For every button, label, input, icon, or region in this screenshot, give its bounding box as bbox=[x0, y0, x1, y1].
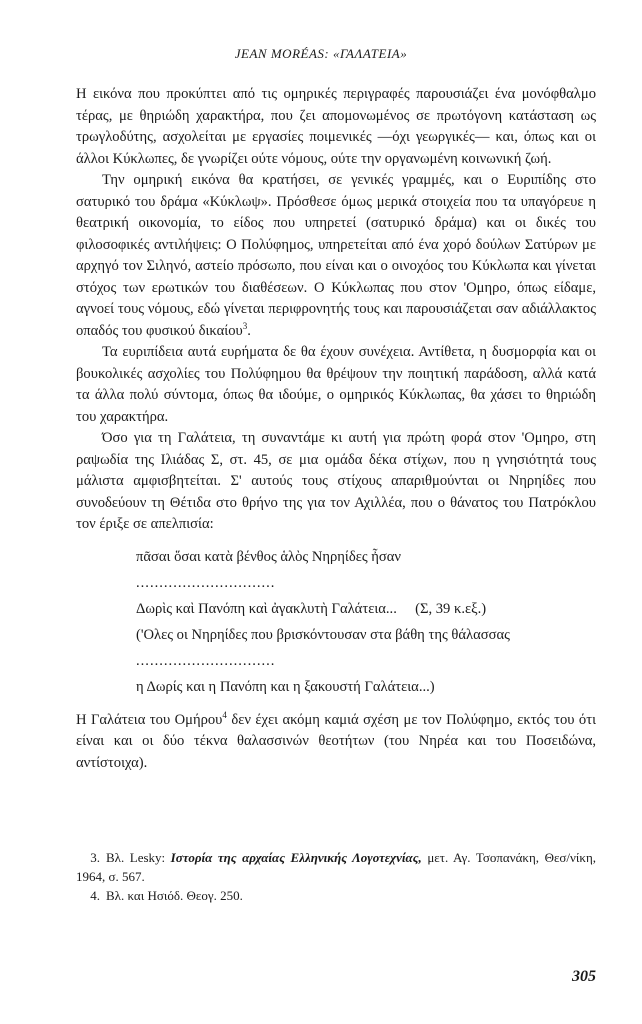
footnotes bbox=[76, 848, 596, 905]
homeric-quote bbox=[136, 544, 596, 700]
footnote-3-title: Ιστορία της αρχαίας Ελληνικής Λογοτεχνίας, bbox=[170, 850, 422, 865]
footnote-3-post: μετ. Αγ. Τσοπανάκη, Θεσ/νίκη, 1964, σ. 567. bbox=[76, 850, 597, 884]
footnote-3 bbox=[76, 848, 596, 886]
footnote-ref-4[interactable]: 4 bbox=[222, 709, 227, 720]
footnote-3-number: 3. bbox=[90, 850, 100, 865]
paragraph-5 bbox=[76, 710, 596, 775]
footnote-3-pre: Βλ. Lesky: bbox=[106, 850, 171, 865]
quote-greek-line-2: Δωρὶς καὶ Πανόπη καὶ ἀγακλυτὴ Γαλάτεια... (Σ, 39 κ.εξ.) bbox=[136, 600, 487, 617]
main-text bbox=[76, 84, 596, 774]
quote-ellipsis-2: .............................. bbox=[136, 652, 276, 669]
paragraph-1: Η εικόνα που προκύπτει από τις ομηρικές περιγραφές παρουσιάζει ένα μονόφθαλμο τέρας, με θηριώδη χαρακτήρα, που ζει απομονωμένος σε πρωτόγονη κατάσταση ως τρωγλοδύτης, ασχολείται με εργασίες ποιμενικές —όχι γεωργικές— και, όπως και οι άλλοι Κύκλωπες, δε γνωρίζει ούτε νόμους, ούτε την οργανωμένη κοινωνική ζωή. bbox=[76, 86, 596, 167]
paragraph-5-text: Η Γαλάτεια του Ομήρου bbox=[76, 711, 223, 728]
quote-translation-line-1: ('Ολες οι Νηρηίδες που βρισκόντουσαν στα βάθη της θάλασσας bbox=[136, 626, 510, 643]
page-number: 305 bbox=[572, 968, 596, 985]
paragraph-2: Την ομηρική εικόνα θα κρατήσει, σε γενικές γραμμές, και ο Ευριπίδης στο σατυρικό του δράμα «Κύκλωψ». Πρόσθεσε όμως μερικά στοιχεία που τα υπαγόρευε η θεατρική οικονομία, το είδος που υπηρετεί (σατυρικό δράμα) και οι δικές του φιλοσοφικές αντιλήψεις: Ο Πολύφημος, υπηρετείται από ένα χορό δούλων Σατύρων με αρχηγό τον Σιληνό, αστείο πρόσωπο, που είναι και ο οινοχόος του Κύκλωπα και γίνεται στόχος των ερωτικών του διαθέσεων. Ο Κύκλωπας που στον 'Ομηρο, όπως είδαμε, αγνοεί τους νόμους, εδώ γίνεται περιφρονητής τους και παρουσιάζεται σαν αδιάλλακτος οπαδός του φυσικού δικαίου$^3$. bbox=[76, 172, 596, 339]
paragraph-4: Όσο για τη Γαλάτεια, τη συναντάμε κι αυτή για πρώτη φορά στον 'Ομηρο, στη ραψωδία της Ιλιάδας Σ, στ. 45, σε μια ομάδα δέκα στίχων, που η γνησιότητά τους μάλιστα αμφισβητείται. Σ' αυτούς τους στίχους απαριθμούνται οι Νηρηίδες που συνοδεύουν τη Θέτιδα στο θρήνο της για τον Αχιλλέα, που ο θάνατος του Πατρόκλου τον έριξε σε απελπισία: bbox=[76, 430, 596, 532]
paragraph-5-rest: δεν έχει ακόμη καμιά σχέση με τον Πολύφημο, εκτός του ότι είναι και οι δύο τέκνα θαλασσινών θεοτήτων (του Νηρέα και του Ποσειδώνα, αντίστοιχα). bbox=[76, 711, 596, 771]
quote-greek-line-1: πᾶσαι ὅσαι κατὰ βένθος ἁλὸς Νηρηίδες ἦσαν bbox=[136, 548, 402, 565]
paragraph-3: Τα ευριπίδεια αυτά ευρήματα δε θα έχουν συνέχεια. Αντίθετα, η δυσμορφία και οι βουκολικές ασχολίες του Πολύφημου θα θρέψουν την ποιητική παράδοση, αλλά κατά τα άλλα πολύ σύντομα, όπως θα ιδούμε, ο ομηρικός Κύκλωπας, θα χάσει το θηριώδη του χαρακτήρα. bbox=[76, 344, 596, 425]
footnote-4-number: 4. bbox=[90, 888, 100, 903]
footnote-ref-3[interactable]: 3 bbox=[242, 320, 248, 331]
footnote-4 bbox=[76, 886, 596, 905]
running-header: JEAN MORÉAS: «ΓΑΛΑΤΕΙΑ» bbox=[234, 46, 408, 61]
footnote-4-text: Βλ. και Ησιόδ. Θεογ. 250. bbox=[106, 888, 243, 903]
quote-translation-line-2: η Δωρίς και η Πανόπη και η ξακουστή Γαλάτεια...) bbox=[136, 678, 435, 695]
quote-ellipsis-1: .............................. bbox=[136, 574, 276, 591]
paragraph-2-text: Την ομηρική εικόνα θα κρατήσει, σε γενικές γραμμές, και ο Ευριπίδης στο σατυρικό του δράμα «Κύκλωψ». Πρόσθεσε όμως μερικά στοιχεία που τα υπαγόρευε η θεατρική οικονομία, το είδος που υπηρετεί (σατυρικό δράμα) και οι δικές του φιλοσοφικές αντιλήψεις: Ο Πολύφημος, υπηρετείται από ένα χορό δούλων Σατύρων με αρχηγό τον Σιληνό, αστείο πρόσωπο, που είναι και ο οινοχόος του Κύκλωπα και γίνεται στόχος των ερωτικών του διαθέσεων. Ο Κύκλωπας που στον 'Ομηρο, όπως είδαμε, αγνοεί τους νόμους, εδώ γίνεται περιφρονητής τους και παρουσιάζεται σαν αδιάλλακτος οπαδός του φυσικού δικαίου bbox=[76, 172, 596, 339]
